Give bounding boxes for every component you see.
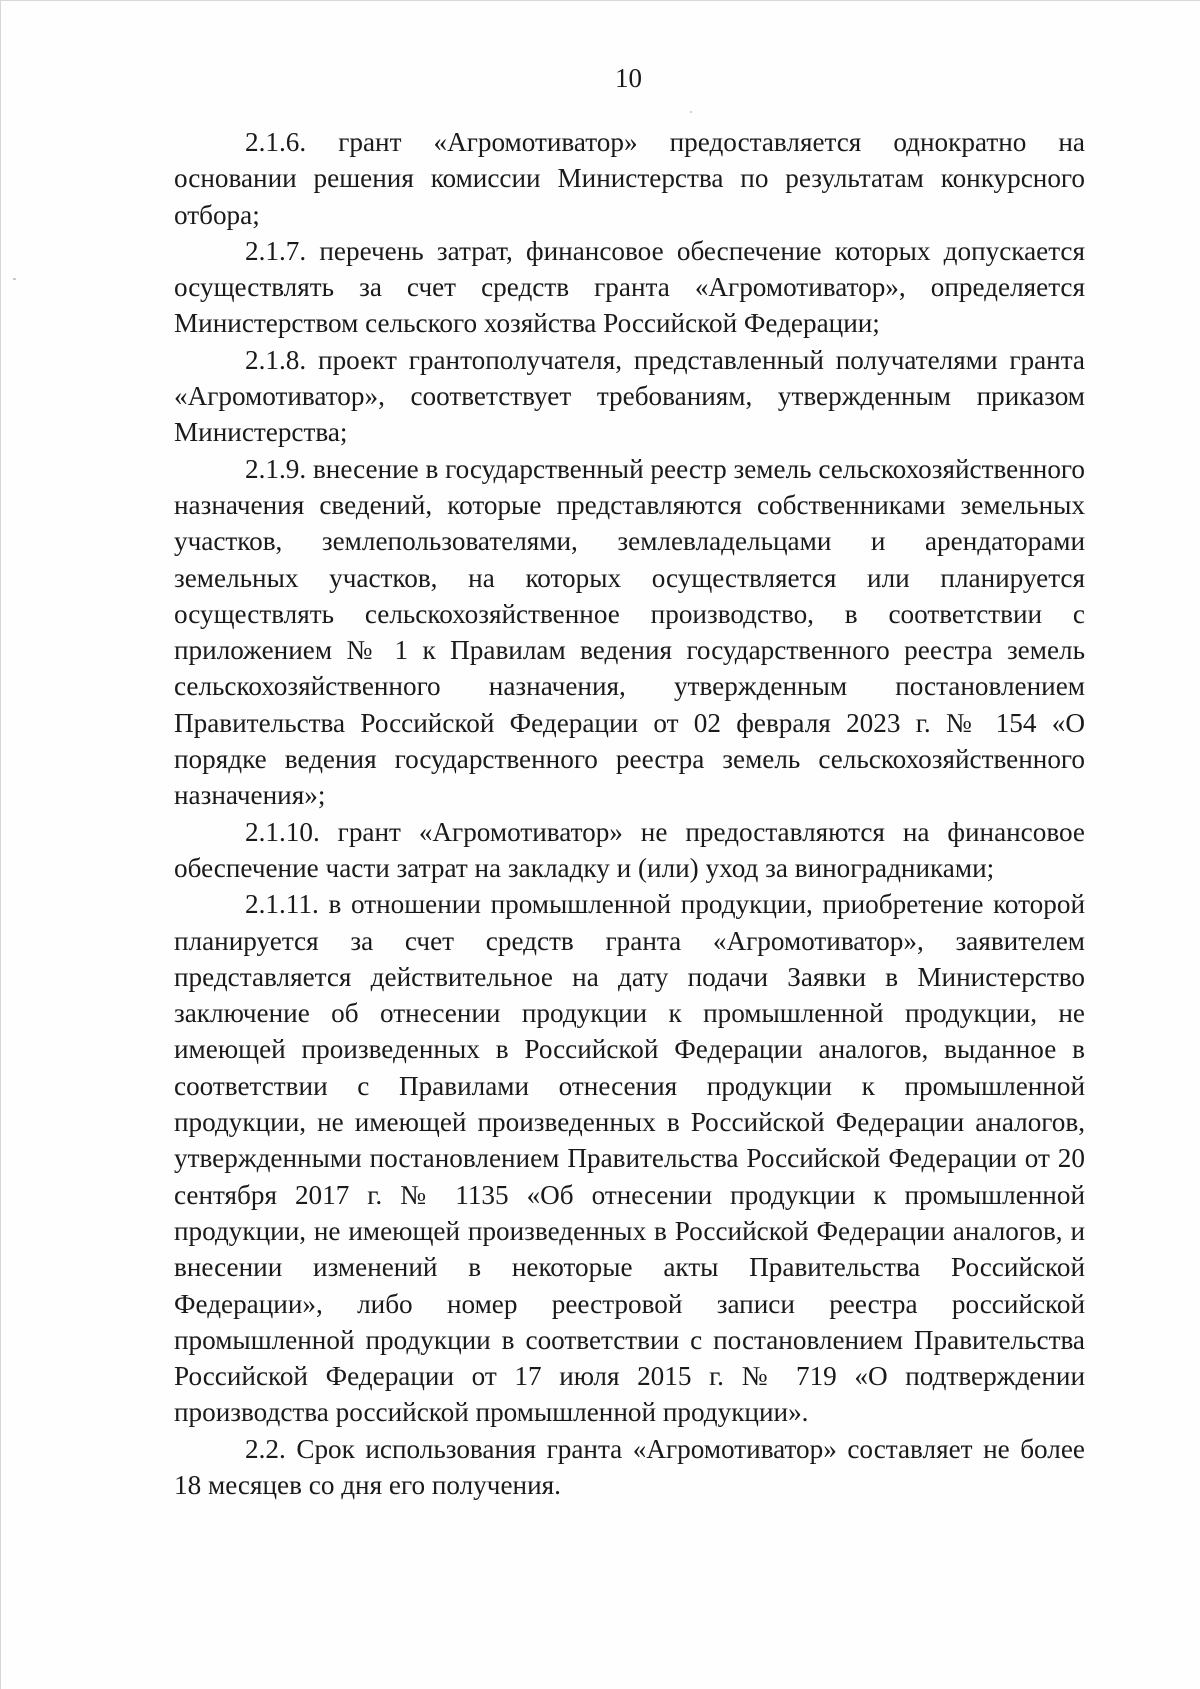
paragraph-2-1-6: 2.1.6. грант «Агромотиватор» предоставляется однократно на основании решения комиссии Министерства по результатам конкурсного отбора;: [174, 127, 1085, 230]
paragraph-2-1-8: 2.1.8. проект грантополучателя, представленный получателями гранта «Агромотиватор», соответствует требованиям, утвержденным приказом Министерства;: [174, 344, 1085, 448]
scan-speck: [690, 111, 692, 113]
scan-speck: [13, 278, 16, 280]
paragraph-2-1-9: 2.1.9. внесение в государственный реестр земель сельскохозяйственного назначения сведений, которые представляются собственниками земельных участков, землепользователями, землевладельцами и арендаторами земельных участков, на которых осуществляется или планируется осуществлять сельскохозяйственное производство, в соответствии с приложением № 1 к Правилам ведения государственного реестра земель сельскохозяйственного назначения, утвержденным постановлением Правительства Российской Федерации от 02 февраля 2023 г. № 154 «О порядке ведения государственного реестра земель сельскохозяйственного назначения»;: [174, 453, 1085, 811]
paragraph-2-1-10: 2.1.10. грант «Агромотиватор» не предоставляются на финансовое обеспечение части затрат на закладку и (или) уход за виноградниками;: [174, 816, 1085, 883]
paragraph-2-1-7: 2.1.7. перечень затрат, финансовое обеспечение которых допускается осуществлять за счет средств гранта «Агромотиватор», определяется Министерством сельского хозяйства Российской Федерации;: [174, 235, 1085, 339]
paragraph-2-1-11: 2.1.11. в отношении промышленной продукции, приобретение которой планируется за счет средств гранта «Агромотиватор», заявителем представляется действительное на дату подачи Заявки в Министерство заключение об отнесении продукции к промышленной продукции, не имеющей произведенных в Российской Федерации аналогов, выданное в соответствии с Правилами отнесения продукции к промышленной продукции, не имеющей произведенных в Российской Федерации аналогов, утвержденными постановлением Правительства Российской Федерации от 20 сентября 2017 г. № 1135 «Об отнесении продукции к промышленной продукции, не имеющей произведенных в Российской Федерации аналогов, и внесении изменений в некоторые акты Правительства Российской Федерации», либо номер реестровой записи реестра российской промышленной продукции в соответствии с постановлением Правительства Российской Федерации от 17 июля 2015 г. № 719 «О подтверждении производства российской промышленной продукции».: [174, 889, 1085, 1428]
page-number: 10: [615, 63, 642, 93]
paragraph-2-2: 2.2. Срок использования гранта «Агромотиватор» составляет не более 18 месяцев со дня его получения.: [174, 1433, 1085, 1500]
document-body: [174, 124, 1085, 1503]
